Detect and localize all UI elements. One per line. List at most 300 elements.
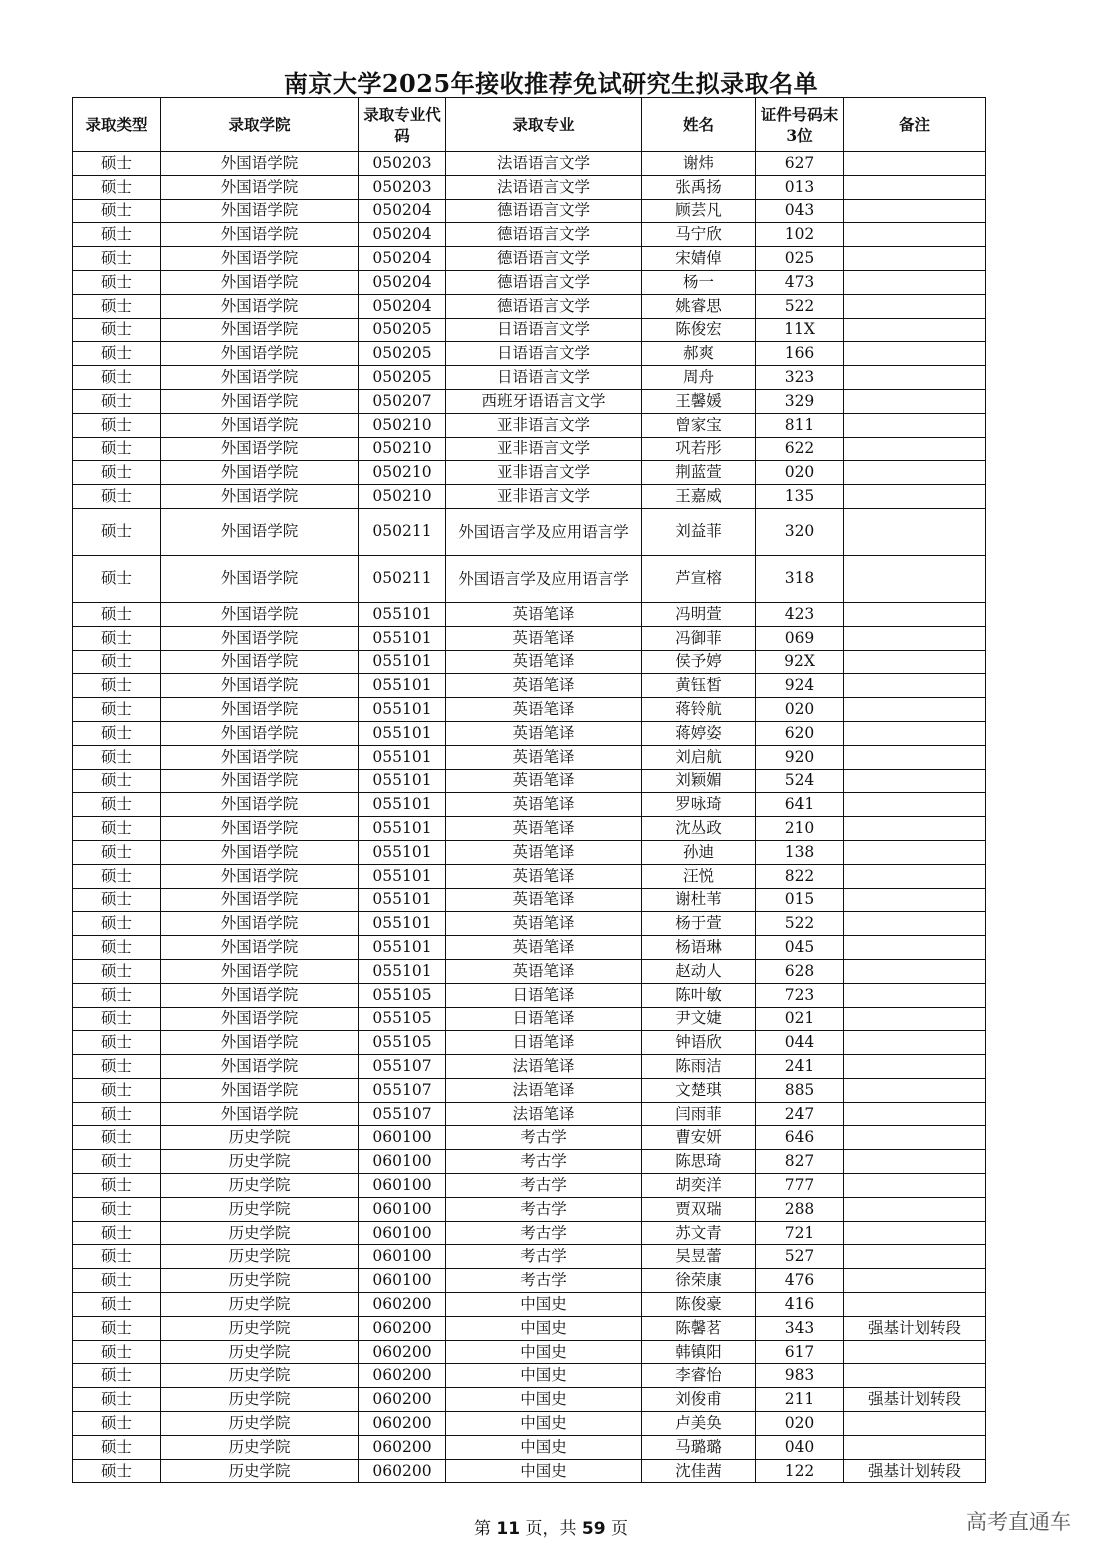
cell-major-code: 055101 (359, 793, 446, 817)
cell-id-last3: 924 (756, 674, 844, 698)
cell-college: 历史学院 (161, 1340, 359, 1364)
cell-name: 谢杜苇 (642, 888, 756, 912)
cell-name: 蒋婷姿 (642, 721, 756, 745)
cell-major: 考古学 (446, 1197, 642, 1221)
cell-name: 文楚琪 (642, 1078, 756, 1102)
cell-major: 英语笔译 (446, 769, 642, 793)
cell-major-code: 055101 (359, 769, 446, 793)
cell-id-last3: 721 (756, 1221, 844, 1245)
cell-major: 亚非语言文学 (446, 437, 642, 461)
cell-id-last3: 476 (756, 1269, 844, 1293)
cell-type: 硕士 (73, 840, 161, 864)
cell-major: 日语笔译 (446, 1007, 642, 1031)
cell-major: 英语笔译 (446, 650, 642, 674)
cell-remark (844, 1293, 986, 1317)
cell-type: 硕士 (73, 1150, 161, 1174)
total-pages: 59 (581, 1519, 606, 1539)
cell-major-code: 060200 (359, 1412, 446, 1436)
table-row (73, 888, 986, 912)
cell-major: 中国史 (446, 1435, 642, 1459)
cell-college: 外国语学院 (161, 247, 359, 271)
cell-remark (844, 1007, 986, 1031)
cell-college: 外国语学院 (161, 508, 359, 555)
table-row (73, 1007, 986, 1031)
cell-college: 外国语学院 (161, 437, 359, 461)
cell-remark (844, 1412, 986, 1436)
table-row (73, 626, 986, 650)
cell-college: 历史学院 (161, 1459, 359, 1483)
cell-type: 硕士 (73, 1245, 161, 1269)
table-row (73, 817, 986, 841)
cell-major-code: 055107 (359, 1102, 446, 1126)
cell-college: 历史学院 (161, 1245, 359, 1269)
cell-id-last3: 044 (756, 1031, 844, 1055)
cell-type: 硕士 (73, 817, 161, 841)
cell-type: 硕士 (73, 983, 161, 1007)
cell-name: 陈馨茗 (642, 1316, 756, 1340)
table-row (73, 1459, 986, 1483)
cell-type: 硕士 (73, 1221, 161, 1245)
table-row (73, 769, 986, 793)
cell-college: 外国语学院 (161, 626, 359, 650)
cell-type: 硕士 (73, 1435, 161, 1459)
table-row (73, 270, 986, 294)
cell-major-code: 055101 (359, 745, 446, 769)
cell-remark (844, 1221, 986, 1245)
cell-college: 外国语学院 (161, 888, 359, 912)
cell-major-code: 050210 (359, 461, 446, 485)
cell-major: 英语笔译 (446, 888, 642, 912)
cell-remark (844, 864, 986, 888)
cell-major-code: 060100 (359, 1245, 446, 1269)
cell-college: 外国语学院 (161, 1031, 359, 1055)
cell-remark (844, 674, 986, 698)
cell-type: 硕士 (73, 175, 161, 199)
cell-id-last3: 040 (756, 1435, 844, 1459)
cell-name: 赵动人 (642, 959, 756, 983)
cell-major: 英语笔译 (446, 674, 642, 698)
cell-college: 历史学院 (161, 1126, 359, 1150)
cell-remark (844, 1269, 986, 1293)
cell-name: 陈俊豪 (642, 1293, 756, 1317)
cell-id-last3: 822 (756, 864, 844, 888)
table-row (73, 1197, 986, 1221)
cell-remark (844, 247, 986, 271)
cell-name: 曹安妍 (642, 1126, 756, 1150)
cell-name: 姚睿思 (642, 294, 756, 318)
cell-type: 硕士 (73, 1388, 161, 1412)
cell-major-code: 050204 (359, 223, 446, 247)
cell-id-last3: 043 (756, 199, 844, 223)
cell-remark (844, 793, 986, 817)
cell-name: 苏文青 (642, 1221, 756, 1245)
cell-college: 外国语学院 (161, 175, 359, 199)
cell-college: 外国语学院 (161, 223, 359, 247)
footer-prefix: 第 (474, 1519, 492, 1539)
cell-major-code: 055105 (359, 983, 446, 1007)
cell-major: 日语笔译 (446, 983, 642, 1007)
cell-major: 德语语言文学 (446, 270, 642, 294)
cell-name: 徐荣康 (642, 1269, 756, 1293)
cell-remark (844, 152, 986, 176)
cell-id-last3: 641 (756, 793, 844, 817)
table-row (73, 840, 986, 864)
cell-name: 陈雨洁 (642, 1055, 756, 1079)
cell-id-last3: 827 (756, 1150, 844, 1174)
cell-type: 硕士 (73, 437, 161, 461)
cell-college: 外国语学院 (161, 769, 359, 793)
table-row (73, 936, 986, 960)
cell-type: 硕士 (73, 626, 161, 650)
cell-remark (844, 1150, 986, 1174)
cell-college: 外国语学院 (161, 555, 359, 602)
cell-college: 历史学院 (161, 1197, 359, 1221)
cell-major-code: 060100 (359, 1221, 446, 1245)
cell-remark (844, 1435, 986, 1459)
cell-major: 德语语言文学 (446, 247, 642, 271)
cell-name: 刘启航 (642, 745, 756, 769)
table-row (73, 1316, 986, 1340)
cell-name: 罗咏琦 (642, 793, 756, 817)
table-row (73, 1364, 986, 1388)
cell-major: 中国史 (446, 1364, 642, 1388)
cell-remark (844, 342, 986, 366)
cell-type: 硕士 (73, 413, 161, 437)
cell-type: 硕士 (73, 1102, 161, 1126)
table-row (73, 1412, 986, 1436)
cell-major: 外国语言学及应用语言学 (446, 508, 642, 555)
cell-major: 考古学 (446, 1269, 642, 1293)
cell-id-last3: 045 (756, 936, 844, 960)
table-row (73, 437, 986, 461)
cell-major-code: 055101 (359, 936, 446, 960)
cell-id-last3: 320 (756, 508, 844, 555)
table-row (73, 485, 986, 509)
table-row (73, 366, 986, 390)
cell-remark (844, 485, 986, 509)
cell-college: 历史学院 (161, 1293, 359, 1317)
cell-major-code: 055107 (359, 1055, 446, 1079)
cell-major: 英语笔译 (446, 602, 642, 626)
cell-id-last3: 92X (756, 650, 844, 674)
header-type: 录取类型 (73, 98, 161, 152)
cell-type: 硕士 (73, 1197, 161, 1221)
cell-major: 日语语言文学 (446, 342, 642, 366)
cell-type: 硕士 (73, 1174, 161, 1198)
cell-name: 韩镇阳 (642, 1340, 756, 1364)
cell-remark (844, 936, 986, 960)
cell-id-last3: 620 (756, 721, 844, 745)
cell-college: 外国语学院 (161, 461, 359, 485)
cell-college: 外国语学院 (161, 294, 359, 318)
table-row (73, 1126, 986, 1150)
cell-major: 亚非语言文学 (446, 461, 642, 485)
cell-major-code: 050210 (359, 485, 446, 509)
cell-major-code: 050204 (359, 247, 446, 271)
cell-college: 外国语学院 (161, 864, 359, 888)
cell-major-code: 050210 (359, 437, 446, 461)
cell-remark (844, 223, 986, 247)
cell-major-code: 050204 (359, 270, 446, 294)
cell-remark (844, 1126, 986, 1150)
cell-name: 冯御菲 (642, 626, 756, 650)
cell-id-last3: 628 (756, 959, 844, 983)
cell-major-code: 060200 (359, 1316, 446, 1340)
cell-remark (844, 721, 986, 745)
cell-id-last3: 288 (756, 1197, 844, 1221)
cell-type: 硕士 (73, 650, 161, 674)
cell-major: 西班牙语语言文学 (446, 389, 642, 413)
cell-major: 英语笔译 (446, 721, 642, 745)
cell-major-code: 055101 (359, 864, 446, 888)
cell-id-last3: 527 (756, 1245, 844, 1269)
cell-remark (844, 294, 986, 318)
table-row (73, 959, 986, 983)
table-row (73, 1102, 986, 1126)
cell-type: 硕士 (73, 912, 161, 936)
cell-id-last3: 241 (756, 1055, 844, 1079)
cell-remark (844, 959, 986, 983)
table-row (73, 745, 986, 769)
cell-type: 硕士 (73, 366, 161, 390)
cell-type: 硕士 (73, 461, 161, 485)
cell-id-last3: 102 (756, 223, 844, 247)
cell-name: 芦宣榕 (642, 555, 756, 602)
cell-college: 外国语学院 (161, 485, 359, 509)
table-row (73, 793, 986, 817)
cell-id-last3: 015 (756, 888, 844, 912)
cell-name: 蒋铃航 (642, 698, 756, 722)
cell-id-last3: 020 (756, 461, 844, 485)
cell-major: 日语笔译 (446, 1031, 642, 1055)
footer-suffix: 页 (610, 1519, 628, 1539)
watermark: 高考直通车 (966, 1510, 1071, 1534)
cell-id-last3: 329 (756, 389, 844, 413)
table-row (73, 152, 986, 176)
cell-major: 中国史 (446, 1388, 642, 1412)
cell-name: 宋婧倬 (642, 247, 756, 271)
cell-remark (844, 199, 986, 223)
cell-remark: 强基计划转段 (844, 1459, 986, 1483)
cell-name: 马宁欣 (642, 223, 756, 247)
table-row (73, 650, 986, 674)
cell-major-code: 055101 (359, 817, 446, 841)
header-id-last3: 证件号码末3位 (756, 98, 844, 152)
cell-major: 考古学 (446, 1150, 642, 1174)
cell-college: 外国语学院 (161, 721, 359, 745)
cell-major: 中国史 (446, 1293, 642, 1317)
cell-major: 英语笔译 (446, 793, 642, 817)
cell-major-code: 055101 (359, 959, 446, 983)
cell-major-code: 060200 (359, 1459, 446, 1483)
table-row (73, 508, 986, 555)
cell-college: 外国语学院 (161, 389, 359, 413)
cell-college: 外国语学院 (161, 650, 359, 674)
table-row (73, 342, 986, 366)
table-row (73, 1055, 986, 1079)
cell-college: 外国语学院 (161, 817, 359, 841)
table-row (73, 1435, 986, 1459)
cell-type: 硕士 (73, 1078, 161, 1102)
cell-major: 英语笔译 (446, 840, 642, 864)
cell-type: 硕士 (73, 1126, 161, 1150)
cell-type: 硕士 (73, 864, 161, 888)
cell-name: 刘颖媚 (642, 769, 756, 793)
cell-college: 外国语学院 (161, 936, 359, 960)
cell-type: 硕士 (73, 1316, 161, 1340)
cell-id-last3: 020 (756, 698, 844, 722)
cell-college: 历史学院 (161, 1435, 359, 1459)
cell-id-last3: 210 (756, 817, 844, 841)
table-row (73, 1245, 986, 1269)
cell-remark (844, 817, 986, 841)
cell-college: 外国语学院 (161, 1007, 359, 1031)
cell-major-code: 055101 (359, 626, 446, 650)
cell-name: 刘俊甫 (642, 1388, 756, 1412)
cell-name: 刘益菲 (642, 508, 756, 555)
cell-remark (844, 1245, 986, 1269)
header-major: 录取专业 (446, 98, 642, 152)
cell-major: 德语语言文学 (446, 199, 642, 223)
table-row (73, 721, 986, 745)
cell-remark (844, 413, 986, 437)
cell-id-last3: 343 (756, 1316, 844, 1340)
cell-name: 张禹扬 (642, 175, 756, 199)
cell-name: 陈叶敏 (642, 983, 756, 1007)
cell-name: 杨于萱 (642, 912, 756, 936)
cell-id-last3: 211 (756, 1388, 844, 1412)
table-row (73, 1388, 986, 1412)
cell-remark (844, 555, 986, 602)
table-row (73, 983, 986, 1007)
cell-type: 硕士 (73, 1055, 161, 1079)
footer-mid: 页，共 (525, 1519, 577, 1539)
cell-type: 硕士 (73, 1293, 161, 1317)
cell-name: 荆蓝萱 (642, 461, 756, 485)
cell-college: 外国语学院 (161, 199, 359, 223)
cell-type: 硕士 (73, 888, 161, 912)
cell-name: 卢美奂 (642, 1412, 756, 1436)
cell-name: 周舟 (642, 366, 756, 390)
cell-major: 日语语言文学 (446, 366, 642, 390)
cell-id-last3: 885 (756, 1078, 844, 1102)
cell-college: 历史学院 (161, 1150, 359, 1174)
cell-major-code: 055101 (359, 650, 446, 674)
cell-major-code: 050204 (359, 199, 446, 223)
cell-type: 硕士 (73, 745, 161, 769)
cell-type: 硕士 (73, 793, 161, 817)
page-footer (0, 1514, 1102, 1539)
table-row (73, 674, 986, 698)
cell-type: 硕士 (73, 508, 161, 555)
cell-id-last3: 166 (756, 342, 844, 366)
cell-major-code: 055105 (359, 1031, 446, 1055)
cell-college: 外国语学院 (161, 793, 359, 817)
cell-major: 英语笔译 (446, 817, 642, 841)
cell-college: 历史学院 (161, 1221, 359, 1245)
cell-type: 硕士 (73, 294, 161, 318)
cell-name: 沈丛政 (642, 817, 756, 841)
cell-major-code: 050207 (359, 389, 446, 413)
cell-name: 孙迪 (642, 840, 756, 864)
cell-college: 外国语学院 (161, 270, 359, 294)
cell-major-code: 060200 (359, 1364, 446, 1388)
cell-name: 杨一 (642, 270, 756, 294)
cell-id-last3: 247 (756, 1102, 844, 1126)
cell-name: 侯予婷 (642, 650, 756, 674)
cell-remark (844, 437, 986, 461)
cell-name: 汪悦 (642, 864, 756, 888)
cell-id-last3: 522 (756, 294, 844, 318)
cell-type: 硕士 (73, 936, 161, 960)
table-header-row (73, 98, 986, 152)
cell-id-last3: 021 (756, 1007, 844, 1031)
cell-remark (844, 1102, 986, 1126)
cell-name: 曾家宝 (642, 413, 756, 437)
table-row (73, 1174, 986, 1198)
table-row (73, 912, 986, 936)
cell-id-last3: 983 (756, 1364, 844, 1388)
cell-remark (844, 698, 986, 722)
cell-type: 硕士 (73, 485, 161, 509)
cell-remark (844, 366, 986, 390)
cell-type: 硕士 (73, 602, 161, 626)
cell-major-code: 060100 (359, 1126, 446, 1150)
cell-name: 闫雨菲 (642, 1102, 756, 1126)
cell-college: 外国语学院 (161, 366, 359, 390)
cell-name: 钟语欣 (642, 1031, 756, 1055)
cell-remark (844, 1197, 986, 1221)
cell-major-code: 055101 (359, 698, 446, 722)
header-major-code: 录取专业代码 (359, 98, 446, 152)
cell-major-code: 060100 (359, 1269, 446, 1293)
cell-id-last3: 811 (756, 413, 844, 437)
table-row (73, 1150, 986, 1174)
cell-name: 贾双瑞 (642, 1197, 756, 1221)
cell-id-last3: 617 (756, 1340, 844, 1364)
cell-id-last3: 646 (756, 1126, 844, 1150)
cell-college: 外国语学院 (161, 912, 359, 936)
cell-remark (844, 461, 986, 485)
cell-college: 历史学院 (161, 1269, 359, 1293)
cell-major: 英语笔译 (446, 912, 642, 936)
cell-college: 历史学院 (161, 1388, 359, 1412)
cell-remark (844, 508, 986, 555)
cell-remark (844, 270, 986, 294)
cell-id-last3: 135 (756, 485, 844, 509)
cell-major: 法语语言文学 (446, 175, 642, 199)
cell-major-code: 050205 (359, 342, 446, 366)
cell-type: 硕士 (73, 698, 161, 722)
cell-major: 法语语言文学 (446, 152, 642, 176)
header-remark: 备注 (844, 98, 986, 152)
cell-type: 硕士 (73, 1364, 161, 1388)
cell-type: 硕士 (73, 223, 161, 247)
cell-remark: 强基计划转段 (844, 1388, 986, 1412)
cell-type: 硕士 (73, 721, 161, 745)
cell-college: 外国语学院 (161, 152, 359, 176)
cell-type: 硕士 (73, 1459, 161, 1483)
cell-type: 硕士 (73, 342, 161, 366)
cell-name: 顾芸凡 (642, 199, 756, 223)
cell-major-code: 050210 (359, 413, 446, 437)
cell-major-code: 055101 (359, 912, 446, 936)
cell-type: 硕士 (73, 318, 161, 342)
cell-college: 外国语学院 (161, 602, 359, 626)
cell-remark (844, 983, 986, 1007)
cell-major: 中国史 (446, 1459, 642, 1483)
cell-remark (844, 1364, 986, 1388)
